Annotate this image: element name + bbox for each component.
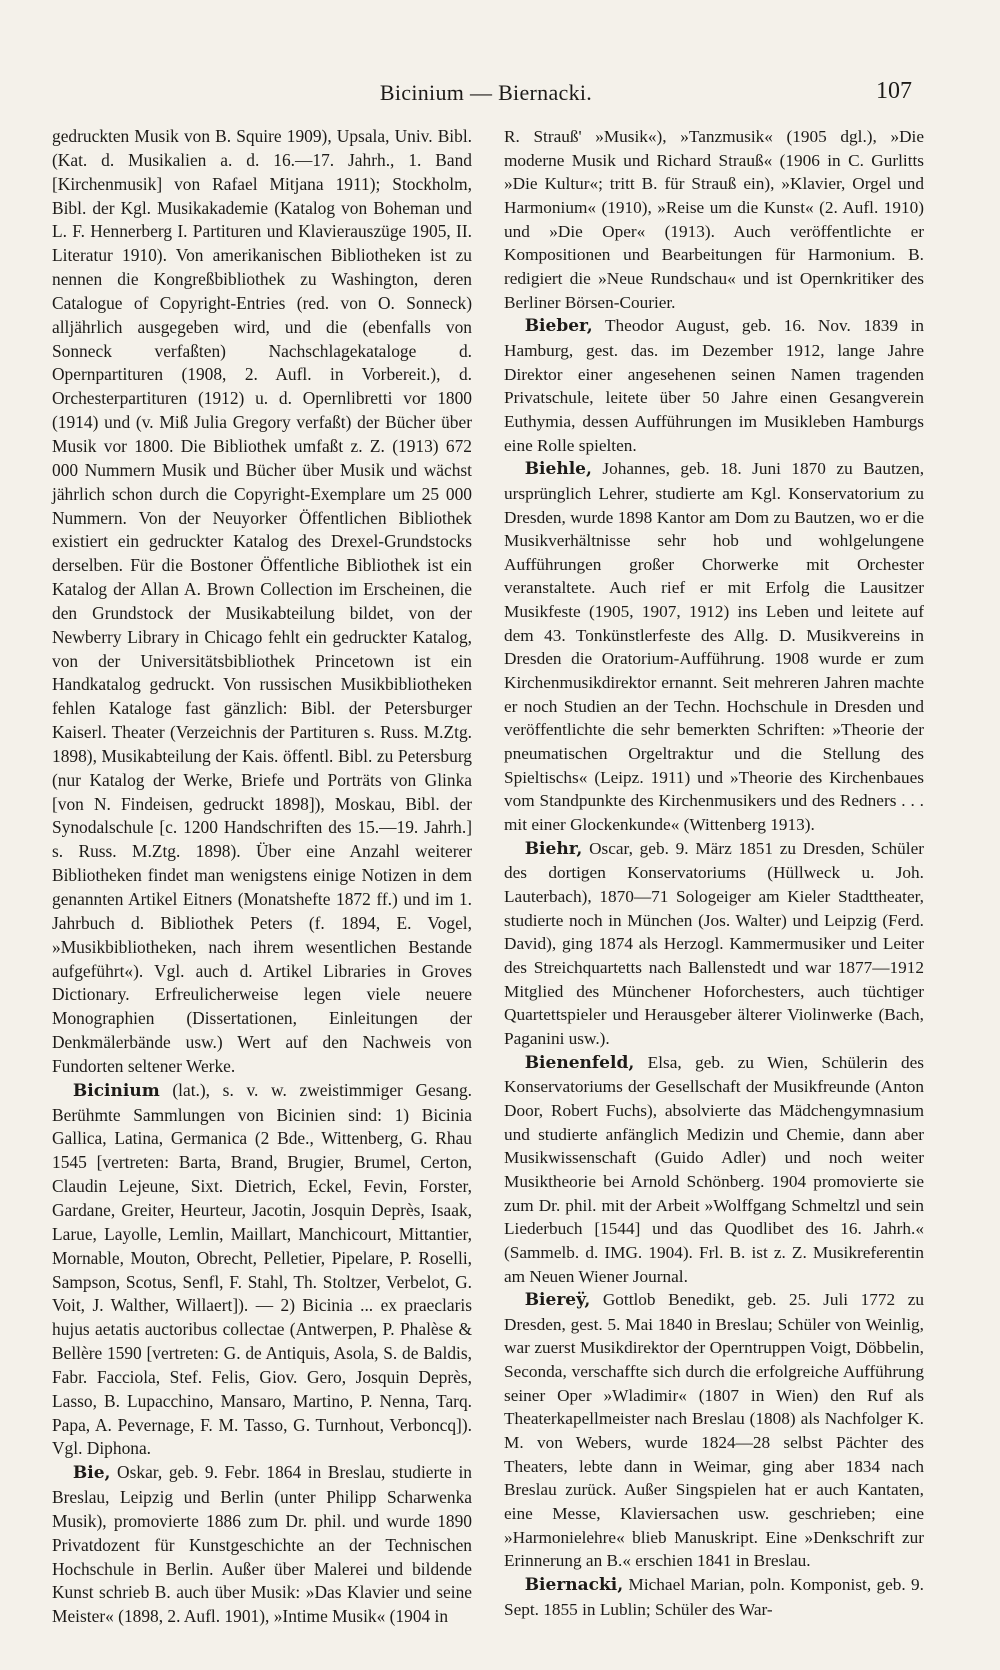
entry-text: Oskar, geb. 9. Febr. 1864 in Breslau, studierte in Breslau, Leipzig und Berlin (unter Philipp Scharwenka Musik), promovierte 1886 zum Dr. phil. und wurde 1890 Privatdozent für Kunstgeschichte an der Technischen Hochschule in Berlin. Außer über Malerei und bildende Kunst schrieb B. auch über Musik: »Das Klavier und seine Meister« (1898, 2. Aufl. 1901), »Intime Musik« (1904 in: [52, 1462, 472, 1627]
entry-text: Elsa, geb. zu Wien, Schülerin des Konservatoriums der Gesellschaft der Musikfreunde (Anton Door, Robert Fuchs), absolvierte das Mädchengymnasium und studierte anfänglich Medizin und Chemie, dann aber Musikwissenschaft (Guido Adler) und noch weiter Musiktheorie bei Arnold Schönberg. 1904 promovierte sie zum Dr. phil. mit der Arbeit »Wolffgang Schmeltzl und sein Liederbuch [1544] und das Quodlibet des 16. Jahrh.« (Sammelb. d. IMG. 1904). Frl. B. ist z. Z. Musikreferentin am Neuen Wiener Journal.: [504, 1052, 924, 1286]
entry-bierey: [504, 1288, 924, 1573]
running-head: [52, 80, 920, 120]
entry-text: Theodor August, geb. 16. Nov. 1839 in Hamburg, gest. das. im Dezember 1912, lange Jahre Direktor einer angesehenen seinen Namen tragenden Privatschule, leitete über 50 Jahre einen Gesangverein Euthymia, dessen Aufführungen im Musikleben Hamburgs eine Rolle spielten.: [504, 316, 924, 455]
entry-keyword: Biereÿ,: [524, 1290, 591, 1311]
entry-text: Michael Marian, poln. Komponist, geb. 9. Sept. 1855 in Lublin; Schüler des War-: [504, 1575, 924, 1619]
entry-keyword: Biernacki,: [524, 1575, 624, 1596]
entry-text: (lat.), s. v. w. zweistimmiger Gesang. Berühmte Sammlungen von Bicinien sind: 1) Bicinia Gallica, Latina, Germanica (2 Bde., Wittenberg, G. Rhau 1545 [vertreten: Barta, Brand, Brugier, Brumel, Certon, Claudin Lejeune, Sixt. Dietrich, Eckel, Fevin, Forster, Gardane, Greiter, Heurteur, Jacotin, Josquin Deprès, Isaak, Larue, Layolle, Lemlin, Maillart, Manchicourt, Mittantier, Mornable, Mouton, Obrecht, Pelletier, Pipelare, P. Roselli, Sampson, Scotus, Senfl, F. Stahl, Th. Stoltzer, Verbelot, G. Voit, J. Walther, Willaert]). — 2) Bicinia ... ex praeclaris hujus aetatis auctoribus collectae (Antwerpen, P. Phalèse & Bellère 1590 [vertreten: G. de Antiquis, Asola, S. de Baldis, Fabr. Facciola, Stef. Felis, Giov. Gero, Josquin Deprès, Lasso, B. Lupacchino, Mansaro, Martino, P. Nenna, Tarq. Papa, A. Pevernage, F. M. Tasso, G. Turnhout, Verboncq]). Vgl. Diphona.: [52, 1079, 472, 1459]
entry-keyword: Bicinium: [72, 1080, 160, 1101]
entry-bieber: [504, 314, 924, 457]
entry-text: Johannes, geb. 18. Juni 1870 zu Bautzen, ursprünglich Lehrer, studierte am Kgl. Konservatorium zu Dresden, wurde 1898 Kantor am Dom zu Bautzen, wo er die Musikverhältnisse sehr hob und wohlgelungene Aufführungen großer Chorwerke mit Orchester veranstaltete. Auch rief er mit Erfolg die Lausitzer Musikfeste (1905, 1907, 1912) ins Leben und leitete auf dem 43. Tonkünstlerfeste des Allg. D. Musikvereins in Dresden die Oratorium-Aufführung. 1908 wurde er zum Kirchenmusikdirektor ernannt. Seit mehreren Jahren machte er noch Studien an der Techn. Hochschule in Dresden und veröffentlichte die sehr bemerkten Schriften: »Theorie der pneumatischen Orgeltraktur und die Stellung des Spieltischs« (Leipz. 1911) und »Theorie des Kirchenbaues vom Standpunkte des Kirchenmusikers und des Redners . . . mit einer Glockenkunde« (Wittenberg 1913).: [504, 459, 925, 835]
entry-keyword: Bieber,: [524, 316, 593, 337]
entry-biernacki: [504, 1573, 924, 1621]
left-column: [52, 125, 472, 1629]
entry-text: Oscar, geb. 9. März 1851 zu Dresden, Schüler des dortigen Konservatoriums (Hüllweck u. Joh. Lauterbach), 1870—71 Sologeiger am Kieler Stadttheater, studierte noch in München (Jos. Walter) und Leipzig (Ferd. David), ging 1874 als Herzogl. Kammermusiker und Leiter des Streichquartetts nach Ballenstedt und war 1877—1912 Mitglied des Münchener Hoforchesters, auch tüchtiger Quartettspieler und Herausgeber älterer Violinwerke (Bach, Paganini usw.).: [504, 838, 924, 1048]
entry-text: Gottlob Benedikt, geb. 25. Juli 1772 zu Dresden, gest. 5. Mai 1840 in Breslau; Schüler von Weinlig, war zuerst Musikdirektor der Operntruppen Voigt, Döbbelin, Seconda, verschaffte sich durch die erfolgreiche Aufführung seiner Oper »Wladimir« (1807 in Wien) den Ruf als Theaterkapellmeister nach Breslau (1808) als Nachfolger K. M. von Webers, wurde 1824—28 selbst Pächter des Theaters, lebte dann in Weimar, ging aber 1834 nach Breslau zurück. Außer Singspielen hat er auch Kantaten, eine Messe, Klaviersachen usw. geschrieben; eine »Harmonielehre« blieb Manuskript. Eine »Denkschrift zur Erinnerung an B.« erschien 1841 in Breslau.: [504, 1290, 924, 1571]
entry-keyword: Biehle,: [524, 459, 592, 480]
entry-keyword: Bienenfeld,: [524, 1052, 635, 1073]
right-column: [504, 125, 924, 1621]
page-number: 107: [876, 78, 912, 104]
continuation-paragraph: R. Strauß' »Musik«), »Tanzmusik« (1905 dgl.), »Die moderne Musik und Richard Strauß« (1906 in C. Gurlitts »Die Kultur«; tritt B. für Strauß ein), »Klavier, Orgel und Harmonium« (1910), »Reise um die Kunst« (2. Aufl. 1910) und »Die Oper« (1913). Auch veröffentlichte er Kompositionen und Bearbeitungen für Harmonium. B. redigiert die »Neue Rundschau« und ist Opernkritiker des Berliner Börsen-Courier.: [504, 127, 924, 312]
entry-biehle: [504, 457, 924, 837]
entry-biehr: [504, 837, 924, 1051]
entry-keyword: Bie,: [72, 1463, 111, 1484]
entry-bienenfeld: [504, 1051, 924, 1289]
entry-bie: [52, 1461, 472, 1629]
entry-bicinium: [52, 1079, 472, 1462]
entry-keyword: Biehr,: [524, 838, 583, 859]
continuation-paragraph: gedruckten Musik von B. Squire 1909), Upsala, Univ. Bibl. (Kat. d. Musikalien a. d. 16.—17. Jahrh., 1. Band [Kirchenmusik] von Rafael Mitjana 1911); Stockholm, Bibl. der Kgl. Musikakademie (Katalog von Boheman und L. F. Hennerberg I. Partituren und Klavierauszüge 1905, II. Literatur 1910). Von amerikanischen Bibliotheken ist zu nennen die Kongreßbibliothek zu Washington, deren Catalogue of Copyright-Entries (red. von O. Sonneck) alljährlich ausgegeben wird, und die (ebenfalls von Sonneck verfaßten) Nachschlagekataloge d. Opernpartituren (1908, 2. Aufl. in Vorbereit.), d. Orchesterpartituren (1912) u. d. Opernlibretti vor 1800 (1914) und (v. Miß Julia Gregory verfaßt) der Bücher über Musik vor 1800. Die Bibliothek umfaßt z. Z. (1913) 672 000 Nummern Musik und Bücher über Musik und wächst jährlich schon durch die Copyright-Exemplare um 25 000 Nummern. Von der Neuyorker Öffentlichen Bibliothek existiert ein gedruckter Katalog des Drexel-Grundstocks derselben. Für die Bostoner Öffentliche Bibliothek ist ein Katalog der Allan A. Brown Collection im Erscheinen, die den Grundstock der Musikabteilung bildet, von der Newberry Library in Chicago fehlt ein gedruckter Katalog, von der Universitätsbibliothek Princetown ist ein Handkatalog gedruckt. Von russischen Musikbibliotheken fehlen Kataloge fast gänzlich: Bibl. der Petersburger Kaiserl. Theater (Verzeichnis der Partituren s. Russ. M.Ztg. 1898), Musikabteilung der Kais. öffentl. Bibl. zu Petersburg (nur Katalog der Werke, Briefe und Porträts von Glinka [von N. Findeisen, gedruckt 1898]), Moskau, Bibl. der Synodalschule [c. 1200 Handschriften des 15.—19. Jahrh.] s. Russ. M.Ztg. 1898). Über eine Anzahl weiterer Bibliotheken findet man wenigstens einige Notizen in dem genannten Artikel Eitners (Monatshefte 1872 ff.) und im 1. Jahrbuch d. Bibliothek Peters (f. 1894, E. Vogel, »Musikbibliotheken, nach ihrem wesentlichen Bestande aufgeführt«). Vgl. auch d. Artikel Libraries in Groves Dictionary. Erfreulicherweise legen viele neuere Monographien (Dissertationen, Einleitungen der Denkmälerbände usw.) Wert auf den Nachweis von Fundorten seltener Werke.: [52, 126, 472, 1076]
running-title: Bicinium — Biernacki.: [379, 80, 593, 105]
